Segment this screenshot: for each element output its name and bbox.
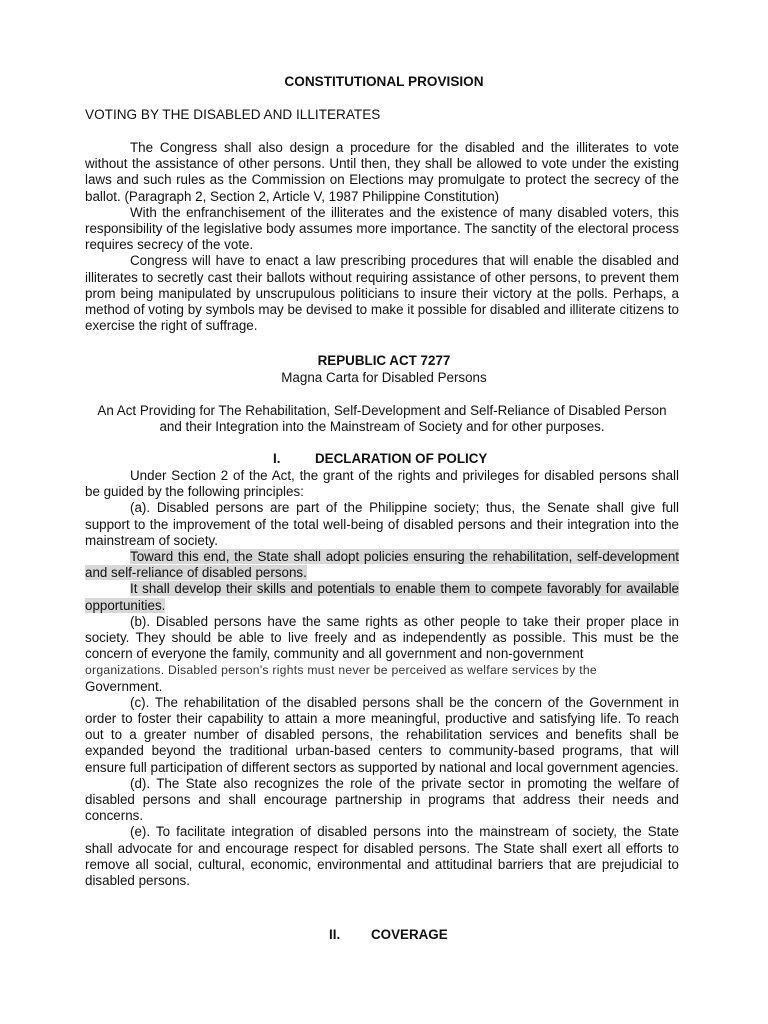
intro-paragraph-1: The Congress shall also design a procedure for the disabled and the illiterates to vote without the assistance of other persons. Until then, they shall be allowed to vote under the existing laws and such rules as the Commission on Elections may promulgate to protect the secrecy of the ballot. (Paragraph 2, Section 2, Article V, 1987 Philippine Constitution) (85, 140, 679, 204)
section-2-number: II. (329, 927, 341, 942)
highlighted-text: It shall develop their skills and potentials to enable them to compete favorably for available opportunities. (85, 581, 679, 613)
section-1-title: DECLARATION OF POLICY (315, 451, 488, 466)
ra-title: REPUBLIC ACT 7277 (317, 353, 451, 368)
act-description: An Act Providing for The Rehabilitation, Self-Development and Self-Reliance of Disabled Person and their Integration into the Mainstream of Society and for other purposes. (97, 403, 667, 435)
principle-c: (c). The rehabilitation of the disabled persons shall be the concern of the Government in order to foster their capability to attain a more meaningful, productive and satisfying life. To reach out to a greater number of disabled persons, the rehabilitation services and benefits shall be expanded beyond the traditional urban-based centers to community-based programs, that will ensure full participation of different sectors as supported by national and local government agencies. (85, 694, 679, 775)
principle-d: (d). The State also recognizes the role of the private sector in promoting the welfare of disabled persons and shall encourage partnership in programs that address their needs and concerns. (85, 775, 679, 824)
principle-a: (a). Disabled persons are part of the Philippine society; thus, the Senate shall give full support to the improvement of the total well-being of disabled persons and their integration into the mainstream of society. (85, 500, 679, 548)
intro-paragraph-2: With the enfranchisement of the illiterates and the existence of many disabled voters, this responsibility of the legislative body assumes more importance. The sanctity of the electoral process requires secrecy of the vote. (85, 204, 679, 253)
principle-b: (b). Disabled persons have the same rights as other people to take their proper place in society. They should be able to live freely and as independently as possible. This must be the concern of everyone the family, community and all government and non-government (85, 613, 679, 662)
section-2-heading (329, 927, 448, 943)
principle-a-highlight-1 (85, 549, 679, 581)
section-1-intro: Under Section 2 of the Act, the grant of the rights and privileges for disabled persons shall be guided by the following principles: (85, 468, 679, 500)
ra-subtitle: Magna Carta for Disabled Persons (281, 370, 487, 385)
principle-e: (e). To facilitate integration of disabled persons into the mainstream of society, the State shall advocate for and encourage respect for disabled persons. The State shall exert all efforts to remove all social, cultural, economic, environmental and attitudinal barriers that are prejudicial to disabled persons. (85, 824, 679, 889)
principle-b-end: Government. (85, 678, 163, 694)
highlighted-text: Toward this end, the State shall adopt policies ensuring the rehabilitation, self-development and self-reliance of disabled persons. (85, 549, 679, 581)
principle-b-continued: organizations. Disabled person's rights must never be perceived as welfare services by the (85, 663, 597, 678)
intro-paragraph-3: Congress will have to enact a law prescribing procedures that will enable the disabled and illiterates to secretly cast their ballots without requiring assistance of other persons, to prevent them prom being manipulated by unscrupulous politicians to insure their victory at the polls. Perhaps, a method of voting by symbols may be devised to make it possible for disabled and illiterate citizens to exercise the right of suffrage. (85, 253, 679, 334)
section-1-number: I. (273, 451, 281, 466)
intro-section (85, 140, 679, 334)
document-subtitle: VOTING BY THE DISABLED AND ILLITERATES (85, 107, 381, 122)
section-2-title: COVERAGE (371, 927, 448, 942)
section-1-body (85, 468, 679, 889)
principle-a-highlight-2 (85, 581, 679, 613)
document-title: CONSTITUTIONAL PROVISION (284, 74, 484, 89)
section-1-heading (273, 451, 487, 467)
